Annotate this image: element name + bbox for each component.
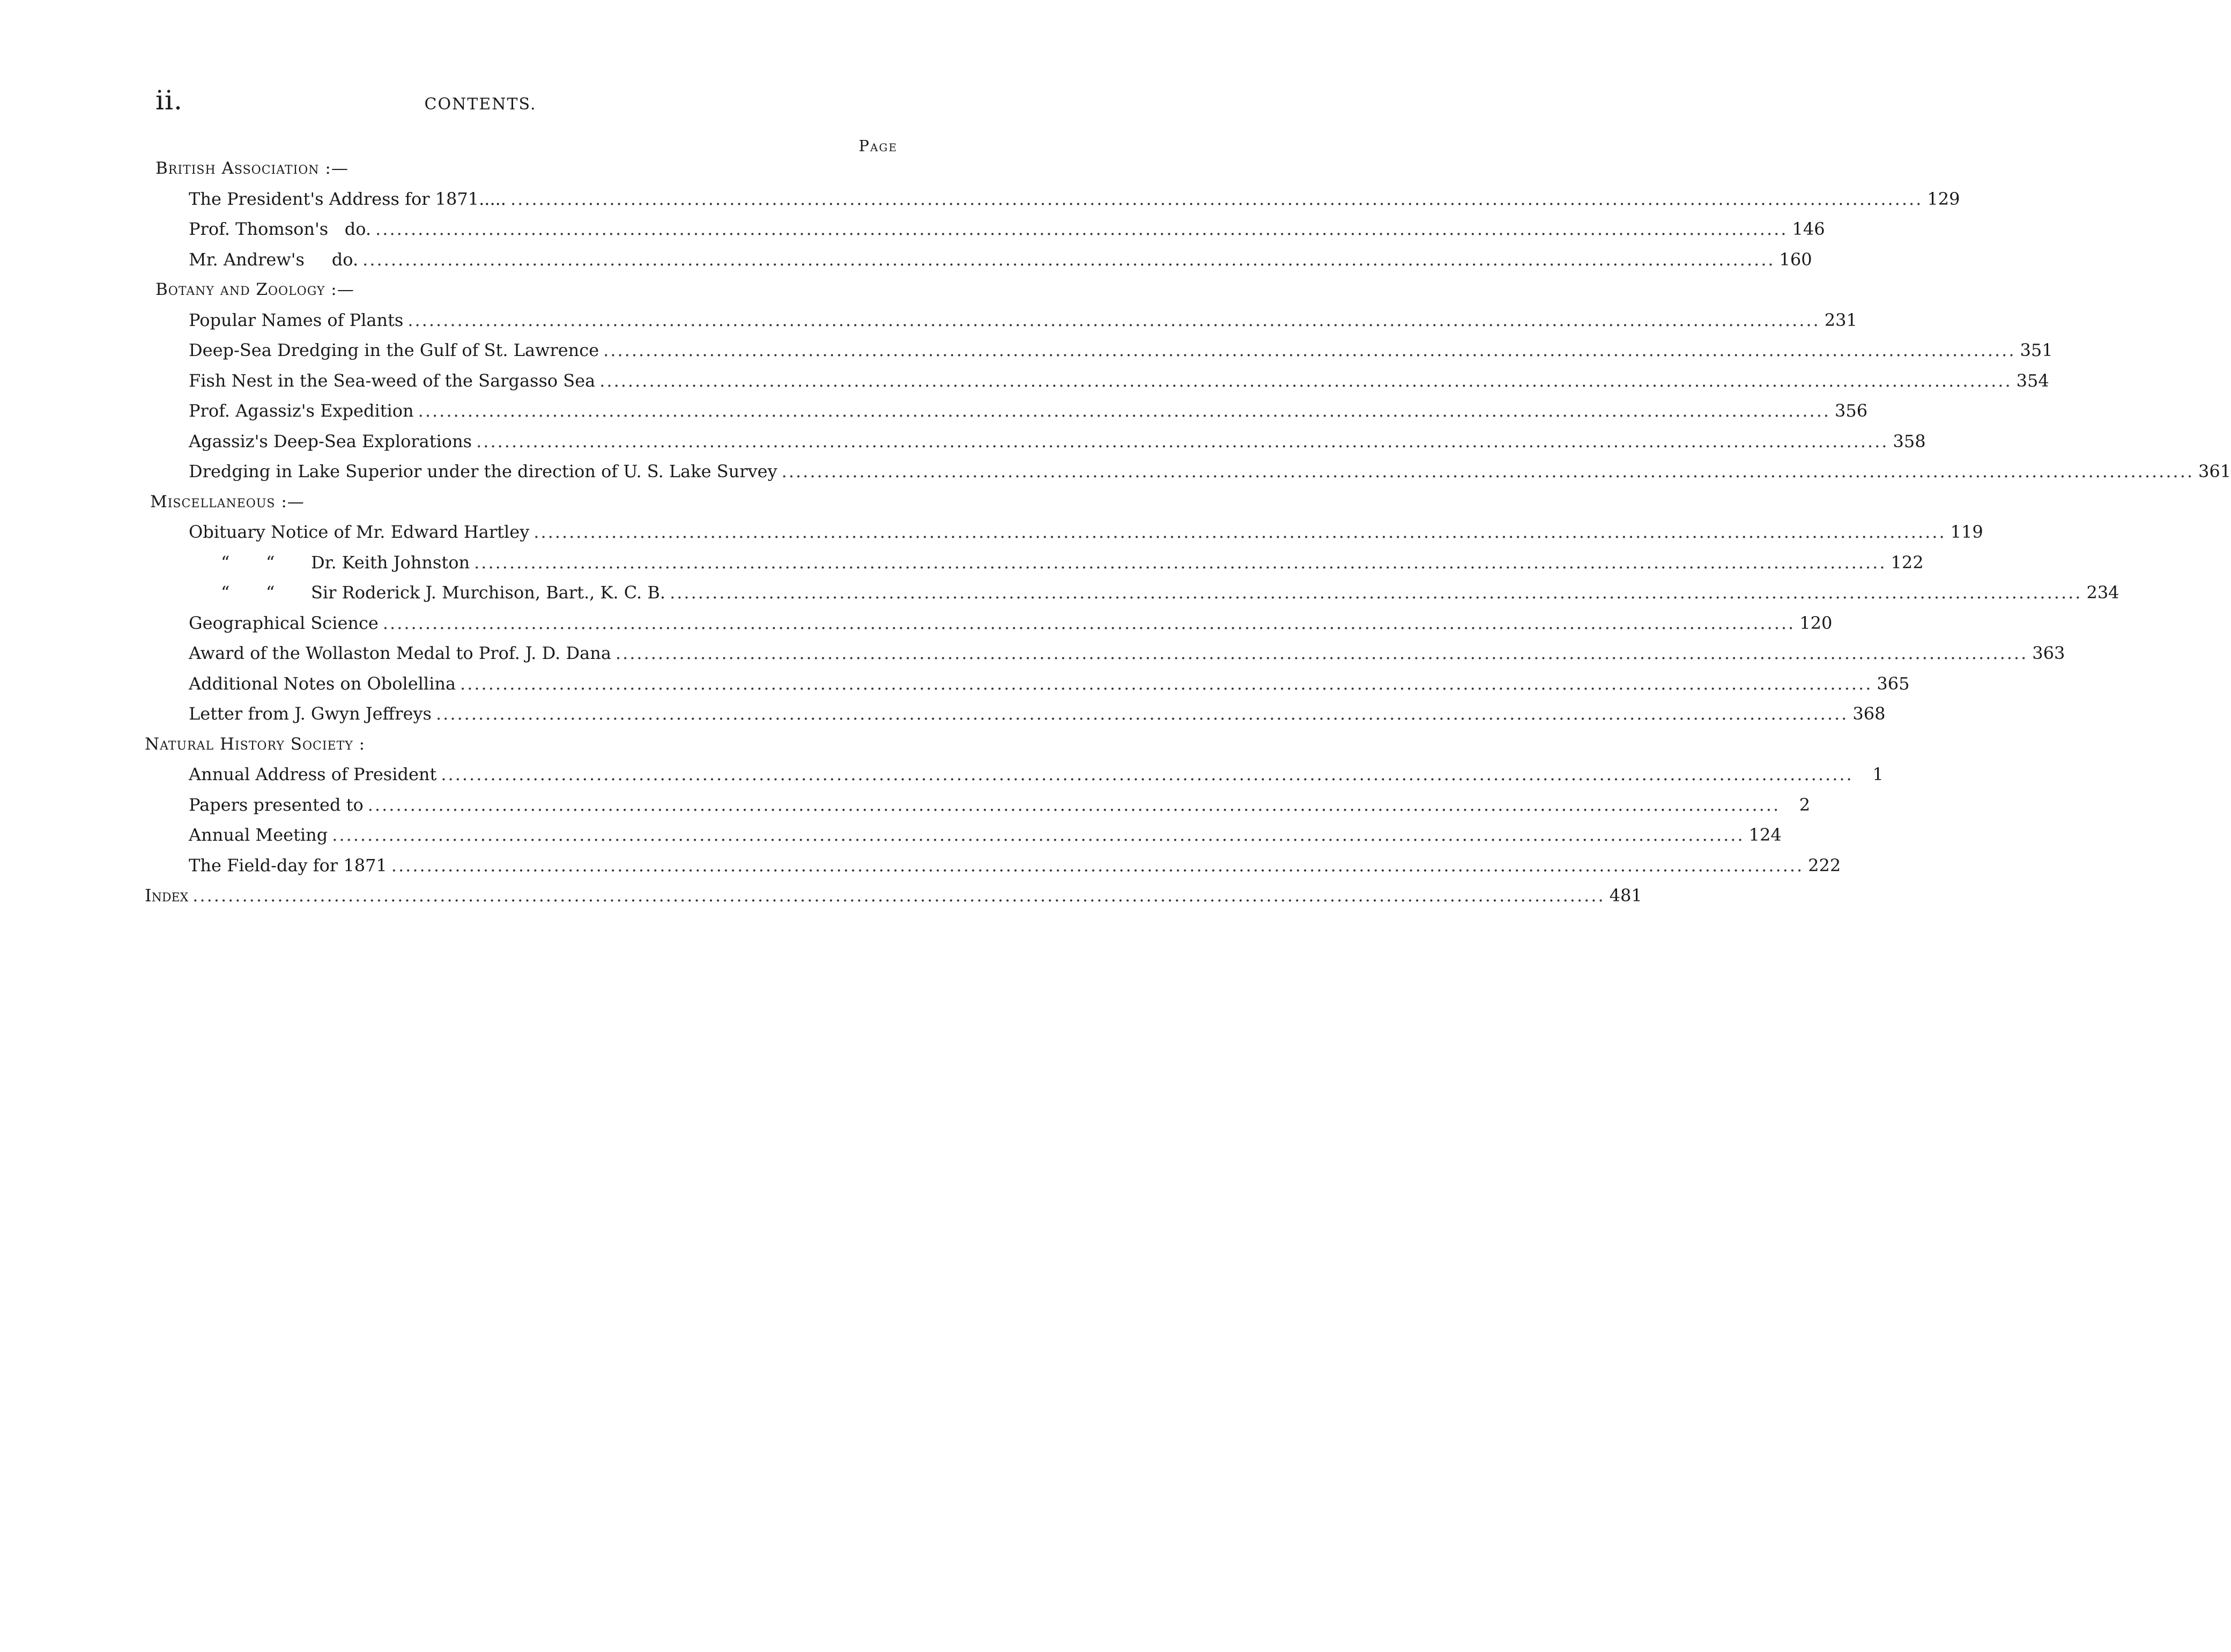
toc-entry [145,214,1825,245]
toc-entry-title: Popular Names of Plants [189,309,404,330]
page-column-label: Page [858,137,898,155]
dot-leader: ........................................................................................................................................................................................................ [382,612,1796,633]
dot-leader: ........................................................................................................................................................................................................ [375,219,1788,239]
toc-entry [145,396,1868,426]
dot-leader: ........................................................................................................................................................................................................ [474,552,1887,573]
toc-entry [145,790,1811,820]
toc-entry-page: 2 [1799,794,1811,815]
toc-entry [145,850,1841,881]
dot-leader: ........................................................................................................................................................................................................ [460,673,1873,694]
toc-entry-page: 1 [1872,764,1884,784]
dot-leader: ........................................................................................................................................................................................................ [362,249,1775,270]
toc-entry [145,366,2049,396]
toc-entry-page: 124 [1748,825,1782,845]
dot-leader: ........................................................................................................................................................................................................ [533,522,1946,542]
toc-entry-page: 231 [1824,309,1857,330]
ditto-mark: “ [266,582,275,603]
toc-entry [145,184,1960,214]
toc-entry-title: Additional Notes on Obolellina [189,673,456,694]
toc-entry [145,456,2231,487]
toc-entry-title: Index [145,885,189,906]
toc-entry-page: 481 [1609,885,1642,906]
table-of-contents [145,153,2231,911]
toc-entry-title: The President's Address for 1871..... [189,188,506,209]
toc-entry [145,820,1782,850]
toc-entry-page: 356 [1835,401,1868,421]
toc-entry-page: 120 [1799,612,1833,633]
toc-entry-page: 368 [1852,703,1886,724]
dot-leader: ........................................................................................................................................................................................................ [603,340,2016,360]
dot-leader: ........................................................................................................................................................................................................ [476,431,1889,451]
toc-entry-title: The Field-day for 1871 [189,855,387,876]
dot-leader: ........................................................................................................................................................................................................ [192,885,1605,906]
toc-entry-title: Agassiz's Deep-Sea Explorations [189,431,472,451]
dot-leader: ........................................................................................................................................................................................................ [332,825,1745,845]
toc-entry [145,759,1884,790]
toc-entry-title: Fish Nest in the Sea-weed of the Sargasso Sea [189,370,596,391]
toc-entry-title: Prof. Thomson's do. [189,219,372,239]
toc-entry-title: Dr. Keith Johnston [311,552,470,573]
toc-entry-title: Annual Address of President [189,764,437,784]
toc-entry-page: 129 [1927,188,1960,209]
toc-entry [145,335,2053,366]
dot-leader: ........................................................................................................................................................................................................ [615,643,2028,663]
toc-entry-page: 234 [2086,582,2119,603]
dot-leader: ........................................................................................................................................................................................................ [670,582,2082,603]
toc-entry-title: Deep-Sea Dredging in the Gulf of St. Lawrence [189,340,599,360]
toc-entry [145,577,2119,608]
dot-leader: ........................................................................................................................................................................................................ [407,309,1820,330]
toc-entry-index [145,880,1642,911]
toc-entry [145,669,1910,699]
toc-entry-title: Prof. Agassiz's Expedition [189,401,414,421]
toc-entry-page: 361 [2198,461,2231,481]
toc-entry [145,638,2065,669]
toc-entry-title: Geographical Science [189,612,379,633]
section-heading-miscellaneous: Miscellaneous :— [150,492,305,512]
toc-entry-title: Dredging in Lake Superior under the direction of U. S. Lake Survey [189,461,777,481]
toc-entry-page: 122 [1891,552,1924,573]
dot-leader: ........................................................................................................................................................................................................ [435,703,1849,724]
dot-leader: ........................................................................................................................................................................................................ [510,188,1923,209]
toc-entry-title: Award of the Wollaston Medal to Prof. J. D. Dana [189,643,611,663]
ditto-mark: “ [266,552,275,573]
toc-entry-page: 365 [1877,673,1910,694]
dot-leader: ........................................................................................................................................................................................................ [391,855,1804,876]
toc-entry [145,547,1924,578]
toc-entry-title: Obituary Notice of Mr. Edward Hartley [189,522,530,542]
section-heading-natural-history-society: Natural History Society : [145,734,366,754]
section-heading-botany-zoology: Botany and Zoology :— [155,280,354,299]
page-number: ii. [155,85,183,116]
toc-entry-page: 222 [1808,855,1841,876]
toc-entry-page: 354 [2016,370,2049,391]
toc-entry-title: Letter from J. Gwyn Jeffreys [189,703,432,724]
toc-entry [145,305,1857,336]
toc-entry-title: Annual Meeting [189,825,328,845]
ditto-mark: “ [221,552,230,573]
toc-entry-page: 358 [1893,431,1926,451]
toc-entry [145,699,1886,729]
dot-leader: ........................................................................................................................................................................................................ [599,370,2012,391]
dot-leader: ........................................................................................................................................................................................................ [418,401,1831,421]
toc-entry [145,245,1812,275]
ditto-mark: “ [221,582,230,603]
toc-entry [145,608,1833,639]
toc-entry-title: Papers presented to [189,794,364,815]
dot-leader: ........................................................................................................................................................................................................ [441,764,1854,784]
dot-leader: ........................................................................................................................................................................................................ [367,794,1781,815]
toc-entry-page: 363 [2032,643,2065,663]
toc-entry [145,517,1983,547]
dot-leader: ........................................................................................................................................................................................................ [781,461,2195,481]
toc-entry [145,426,1926,457]
toc-entry-page: 146 [1792,219,1825,239]
toc-entry-page: 119 [1950,522,1983,542]
running-title: CONTENTS. [424,95,537,114]
section-heading-british-association: British Association :— [155,159,349,178]
toc-entry-page: 160 [1779,249,1812,270]
toc-entry-title: Mr. Andrew's do. [189,249,359,270]
toc-entry-page: 351 [2020,340,2053,360]
toc-entry-title: Sir Roderick J. Murchison, Bart., K. C. B. [311,582,666,603]
